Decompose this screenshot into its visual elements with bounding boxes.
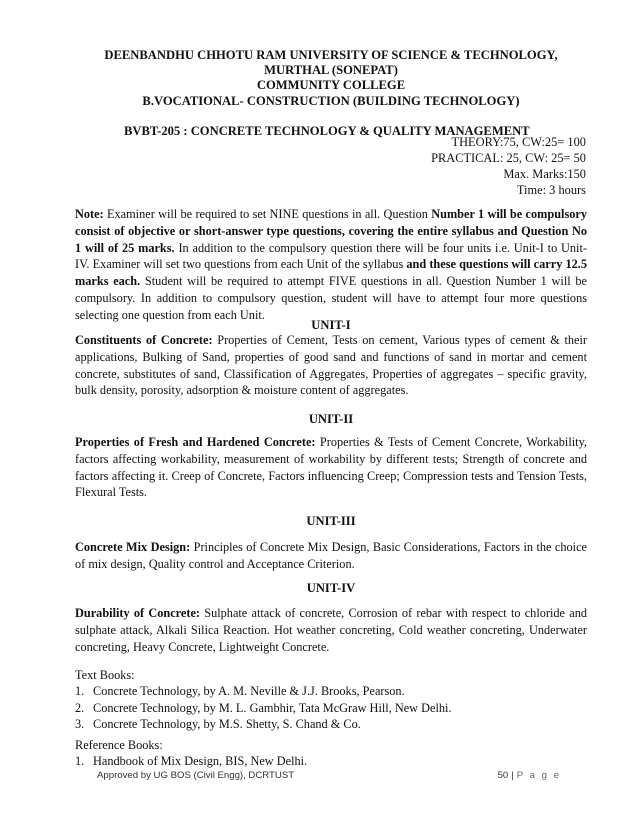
list-item	[75, 753, 587, 769]
max-marks: Max. Marks:150	[503, 167, 586, 181]
program-name: B.VOCATIONAL- CONSTRUCTION (BUILDING TECHNOLOGY)	[142, 94, 520, 108]
course-title: BVBT-205 : CONCRETE TECHNOLOGY & QUALITY MANAGEMENT	[124, 124, 530, 138]
unit-content	[75, 332, 587, 399]
unit-heading: UNIT-IV	[306, 581, 356, 595]
unit-content	[75, 434, 587, 501]
college-name: COMMUNITY COLLEGE	[256, 78, 406, 92]
reference-books	[75, 737, 587, 770]
list-item	[75, 683, 587, 699]
unit-topic: Constituents of Concrete:	[75, 333, 213, 347]
note-bold-2: and these questions will carry 12.5 marks each.	[75, 257, 587, 289]
text-books	[75, 667, 587, 733]
unit-text: Properties & Tests of Cement Concrete, Workability, factors affecting workability, measurement of workability by different tests; Strength of concrete and factors affecting it. Creep of Concrete, Factors influencing Creep; Compression tests and Tension Tests, Flexural Tests.	[75, 435, 587, 500]
note-paragraph	[75, 206, 587, 324]
book-entry: Handbook of Mix Design, BIS, New Delhi.	[93, 754, 308, 769]
theory-marks: THEORY:75, CW:25= 100	[451, 135, 586, 149]
unit-topic: Properties of Fresh and Hardened Concrete:	[75, 435, 316, 449]
book-entry: Concrete Technology, by A. M. Neville & J.J. Brooks, Pearson.	[93, 684, 405, 699]
unit-heading: UNIT-III	[306, 514, 356, 528]
note-text-3: Student will be required to attempt FIVE questions in all. Question Number 1 will be compulsory. In addition to compulsory question, student will have to attempt four more questions selecting one question from each Unit.	[75, 274, 587, 322]
page-number-block	[498, 770, 561, 781]
unit-text: Principles of Concrete Mix Design, Basic Considerations, Factors in the choice of mix design, Quality control and Acceptance Criterion.	[75, 540, 587, 571]
unit-topic: Concrete Mix Design:	[75, 540, 191, 554]
university-name: DEENBANDHU CHHOTU RAM UNIVERSITY OF SCIENCE & TECHNOLOGY,	[104, 48, 558, 62]
unit-topic: Durability of Concrete:	[75, 606, 201, 620]
text-books-heading: Text Books:	[75, 668, 135, 682]
list-item	[75, 700, 587, 716]
book-entry: Concrete Technology, by M. L. Gambhir, Tata McGraw Hill, New Delhi.	[93, 700, 452, 715]
page-number: 50	[497, 770, 509, 781]
note-text-1: Examiner will be required to set NINE questions in all. Question	[103, 207, 432, 221]
exam-time: Time: 3 hours	[516, 183, 586, 197]
unit-text: Properties of Cement, Tests on cement, Various types of cement & their applications, Bulking of Sand, properties of good sand and functions of sand in mortar and cement concrete, substitutes of sand, Classification of Aggregates, Properties of aggregates – specific gravity, bulk density, porosity, adsorption & moisture content of aggregates.	[75, 333, 587, 398]
unit-text: Sulphate attack of concrete, Corrosion of rebar with respect to chloride and sulphate attack, Alkali Silica Reaction. Hot weather concreting, Cold weather concreting, Underwater concreting, Heavy Concrete, Lightweight Concrete.	[75, 606, 587, 654]
page-footer	[97, 770, 561, 781]
unit-heading: UNIT-II	[308, 412, 354, 426]
note-label: Note:	[75, 207, 104, 221]
marks-block	[431, 134, 586, 198]
list-number: 3.	[75, 717, 85, 732]
note-text-2: In addition to the compulsory question there will be four units i.e. Unit-I to Unit-IV. Examiner will set two questions from each Unit of the syllabus	[75, 240, 587, 272]
reference-books-heading: Reference Books:	[75, 738, 163, 752]
footer-separator: |	[511, 770, 514, 781]
unit-heading: UNIT-I	[311, 318, 351, 332]
university-location: MURTHAL (SONEPAT)	[264, 63, 398, 77]
book-entry: Concrete Technology, by M.S. Shetty, S. Chand & Co.	[93, 717, 361, 732]
note-bold-1: Number 1 will be compulsory consist of objective or short-answer type questions, covering the entire syllabus and Question No 1 will of 25 marks.	[75, 207, 587, 255]
unit-content	[75, 605, 587, 655]
list-number: 2.	[75, 700, 85, 715]
list-number: 1.	[75, 754, 85, 769]
list-number: 1.	[75, 684, 85, 699]
unit-content	[75, 539, 587, 573]
list-item	[75, 716, 587, 732]
practical-marks: PRACTICAL: 25, CW: 25= 50	[431, 151, 586, 165]
page-label: P a g e	[516, 770, 561, 781]
approval-note: Approved by UG BOS (Civil Engg), DCRTUST	[97, 770, 295, 781]
